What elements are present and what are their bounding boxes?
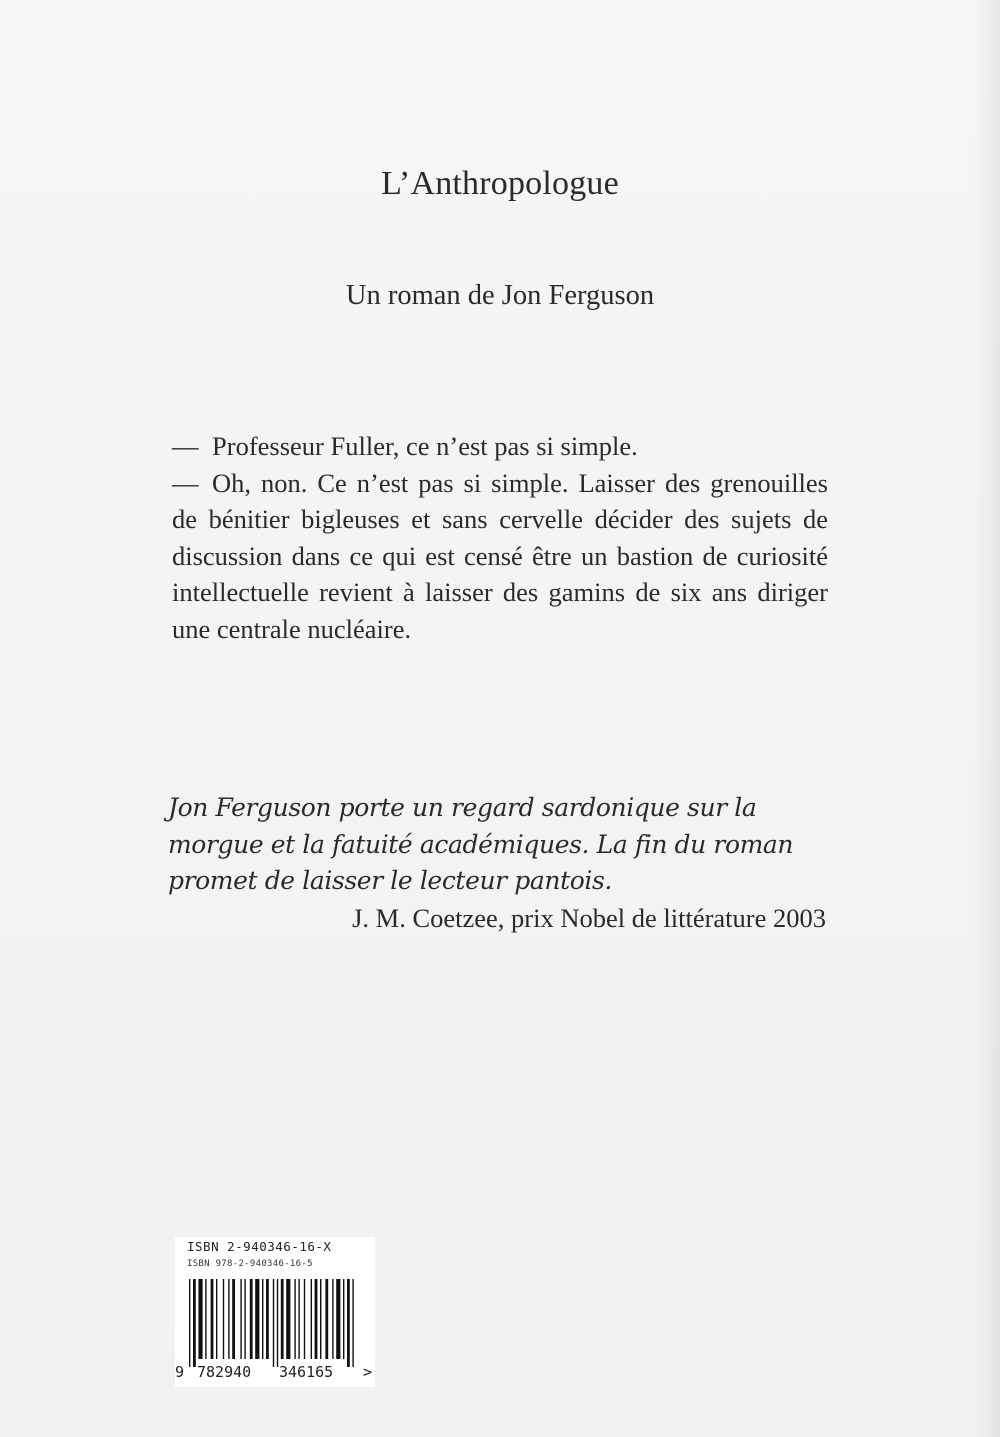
barcode-bar [244, 1279, 245, 1359]
dialogue-line-2 [172, 465, 828, 648]
dialogue-line-2-text: Oh, non. Ce n’est pas si simple. Laisser des grenouilles de bénitier bigleuses et sans cervelle décider des sujets de discussion dans ce qui est censé être un bastion de curiosité intellectuelle revient à laisser des gamins de six ans diriger une centrale nucléaire. [172, 467, 828, 644]
review-blurb [168, 790, 832, 936]
barcode-bar [266, 1279, 269, 1359]
barcode-bar [352, 1279, 353, 1367]
barcode-bars [175, 1279, 375, 1367]
barcode-bar [315, 1279, 318, 1359]
barcode-bar [228, 1279, 229, 1359]
isbn-10-label: ISBN 2-940346-16-X [187, 1239, 332, 1254]
isbn-barcode [175, 1237, 375, 1387]
barcode-bar [216, 1279, 217, 1359]
barcode-bar [262, 1279, 263, 1359]
barcode-group-2: 346165 [279, 1363, 334, 1381]
review-quote: Jon Ferguson porte un regard sardonique sur la morgue et la fatuité académiques. La fin du roman promet de laisser le lecteur pantois. [168, 793, 794, 895]
barcode-end-mark: > [363, 1363, 373, 1381]
barcode-bar [250, 1279, 253, 1359]
dialogue-dash: — [172, 467, 199, 498]
barcode-bar [223, 1279, 224, 1359]
dialogue-line-1 [172, 428, 828, 465]
isbn-13-label: ISBN 978-2-940346-16-5 [187, 1259, 313, 1269]
barcode-bar [332, 1279, 333, 1359]
barcode-digits [175, 1363, 375, 1381]
barcode-bar [320, 1279, 321, 1359]
barcode-bar [298, 1279, 299, 1359]
dialogue-line-1-text: Professeur Fuller, ce n’est pas si simple. [212, 431, 638, 461]
barcode-bar [211, 1279, 214, 1359]
barcode-bar [240, 1279, 241, 1359]
book-subtitle: Un roman de Jon Ferguson [345, 280, 655, 311]
barcode-bar [294, 1279, 295, 1359]
barcode-bar [311, 1279, 312, 1359]
dialogue-excerpt [172, 428, 828, 647]
barcode-lead-digit: 9 [175, 1363, 185, 1381]
dialogue-dash: — [172, 431, 199, 461]
barcode-bar [286, 1279, 290, 1359]
barcode-bar [277, 1279, 278, 1367]
barcode-bar [198, 1279, 202, 1359]
review-attribution: J. M. Coetzee, prix Nobel de littérature 2003 [352, 902, 826, 933]
barcode-bar [189, 1279, 190, 1367]
barcode-bar [255, 1279, 259, 1359]
book-title: L’Anthropologue [381, 165, 619, 202]
barcode-bar [325, 1279, 328, 1359]
barcode-group-1: 782940 [197, 1363, 252, 1381]
barcode-bar [304, 1279, 305, 1359]
barcode-bar [347, 1279, 350, 1367]
barcode-bar [281, 1279, 284, 1359]
barcode-bar [343, 1279, 344, 1359]
barcode-bar [205, 1279, 206, 1359]
barcode-bar [232, 1279, 235, 1359]
barcode-bar [336, 1279, 340, 1359]
barcode-bar [193, 1279, 196, 1367]
page-edge-shadow [972, 0, 1000, 1437]
barcode-bar [273, 1279, 274, 1367]
